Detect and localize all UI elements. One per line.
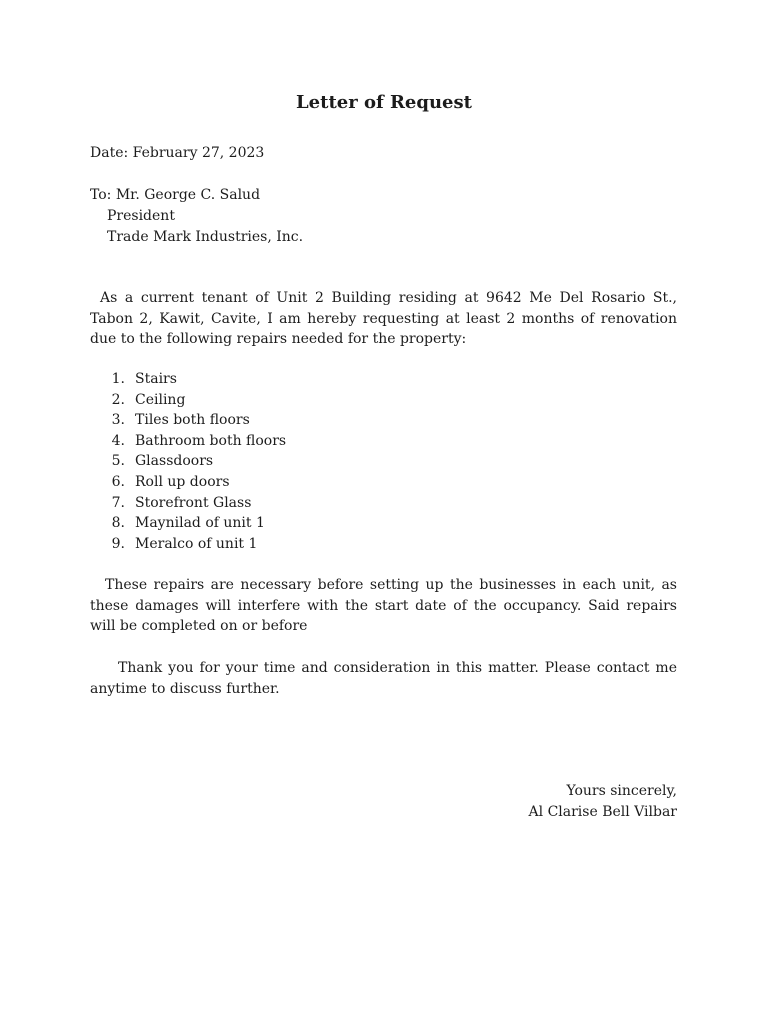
- list-item-number: 1.: [111, 371, 125, 387]
- recipient-company: Trade Mark Industries, Inc.: [107, 229, 304, 245]
- list-item-number: 6.: [111, 473, 125, 490]
- list-item: [90, 472, 286, 493]
- list-item-text: Maynilad of unit 1: [135, 515, 265, 532]
- recipient-to-line: To: Mr. George C. Salud: [90, 187, 261, 203]
- list-item: [90, 390, 286, 411]
- list-item-text: Bathroom both floors: [135, 432, 287, 449]
- list-item-number: 5.: [111, 453, 125, 470]
- list-item-number: 7.: [111, 494, 125, 511]
- list-item-text: Meralco of unit 1: [135, 535, 258, 552]
- list-item: [90, 513, 286, 534]
- list-item: [90, 451, 286, 472]
- repairs-list: [90, 369, 286, 554]
- list-item-text: Glassdoors: [135, 453, 214, 470]
- list-item-number: 2.: [111, 391, 125, 408]
- list-item-text: Ceiling: [135, 391, 186, 408]
- recipient-position: President: [107, 208, 175, 224]
- list-item-number: 4.: [111, 432, 125, 449]
- closing-salutation: Yours sincerely,: [566, 783, 677, 799]
- list-item-number: 8.: [111, 515, 125, 532]
- repairs-paragraph: These repairs are necessary before setting up the businesses in each unit, as these damages will interfere with the start date of the occupancy. Said repairs will be completed on or before: [90, 577, 677, 634]
- signer-name: Al Clarise Bell Vilbar: [528, 804, 677, 820]
- list-item: [90, 431, 286, 452]
- list-item-text: Roll up doors: [135, 473, 230, 490]
- date-line: Date: February 27, 2023: [90, 145, 265, 161]
- letter-title: Letter of Request: [296, 92, 472, 113]
- recipient-block: [90, 185, 303, 248]
- list-item-number: 3.: [111, 412, 125, 429]
- list-item: [90, 534, 286, 555]
- list-item-number: 9.: [111, 535, 125, 552]
- list-item: [90, 410, 286, 431]
- list-item-text: Tiles both floors: [135, 412, 250, 429]
- list-item-text: Stairs: [135, 371, 177, 387]
- thanks-paragraph: Thank you for your time and consideration in this matter. Please contact me anytime to discuss further.: [90, 660, 677, 697]
- closing-block: [529, 781, 677, 823]
- list-item: [90, 369, 286, 390]
- list-item-text: Storefront Glass: [135, 494, 252, 511]
- intro-paragraph: As a current tenant of Unit 2 Building residing at 9642 Me Del Rosario St., Tabon 2, Kawit, Cavite, I am hereby requesting at least 2 months of renovation due to the following repairs needed for the property:: [90, 290, 677, 347]
- list-item: [90, 493, 286, 514]
